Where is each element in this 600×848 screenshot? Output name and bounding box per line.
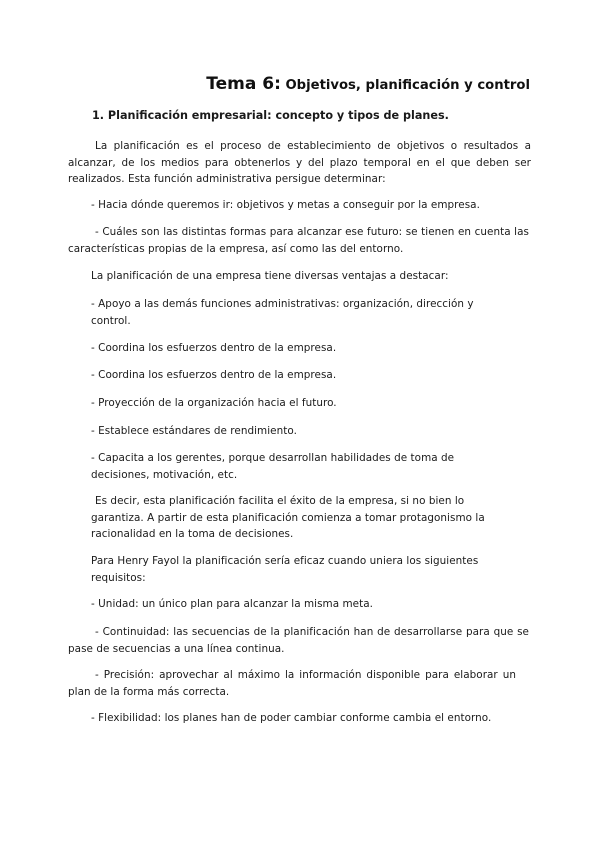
list-item-coordinate-1: - Coordina los esfuerzos dentro de la empresa. — [91, 342, 337, 354]
paragraph-conclusion: Es decir, esta planificación facilita el éxito de la empresa, si no bien lo garantiza. A partir de esta planificación comienza a tomar protagonismo la racionalidad en la toma de decisiones. — [91, 495, 485, 540]
list-item-continuity: - Continuidad: las secuencias de la planificación han de desarrollarse para que se pase de secuencias a una línea continua. — [68, 626, 529, 655]
paragraph-fayol: Para Henry Fayol la planificación sería eficaz cuando uniera los siguientes requisitos: — [91, 555, 479, 584]
list-item-flexibility: - Flexibilidad: los planes han de poder cambiar conforme cambia el entorno. — [91, 712, 492, 724]
list-item-precision: - Precisión: aprovechar al máximo la información disponible para elaborar un plan de la forma más correcta. — [68, 669, 516, 698]
paragraph-intro: La planificación es el proceso de establecimiento de objetivos o resultados a alcanzar, de los medios para obtenerlos y del plazo temporal en el que deben ser realizados. Esta función administrativa persigue determinar: — [68, 140, 531, 185]
title-subtitle: Objetivos, planificación y control — [280, 78, 530, 93]
list-item-coordinate-2: - Coordina los esfuerzos dentro de la empresa. — [91, 369, 337, 381]
page-title — [206, 74, 530, 94]
list-item-ways: - Cuáles son las distintas formas para alcanzar ese futuro: se tienen en cuenta las características propias de la empresa, así como las del entorno. — [68, 226, 529, 255]
list-item-projection: - Proyección de la organización hacia el futuro. — [91, 397, 337, 409]
list-item-support: - Apoyo a las demás funciones administrativas: organización, dirección y control. — [91, 298, 474, 327]
list-item-standards: - Establece estándares de rendimiento. — [91, 425, 297, 437]
list-item-objectives: - Hacia dónde queremos ir: objetivos y metas a conseguir por la empresa. — [91, 199, 480, 211]
list-item-managers: - Capacita a los gerentes, porque desarrollan habilidades de toma de decisiones, motivación, etc. — [91, 452, 455, 481]
paragraph-advantages-intro: La planificación de una empresa tiene diversas ventajas a destacar: — [91, 270, 449, 282]
section-heading: 1. Planificación empresarial: concepto y tipos de planes. — [92, 109, 449, 122]
title-main: Tema 6: — [206, 74, 281, 94]
list-item-unity: - Unidad: un único plan para alcanzar la misma meta. — [91, 598, 373, 610]
